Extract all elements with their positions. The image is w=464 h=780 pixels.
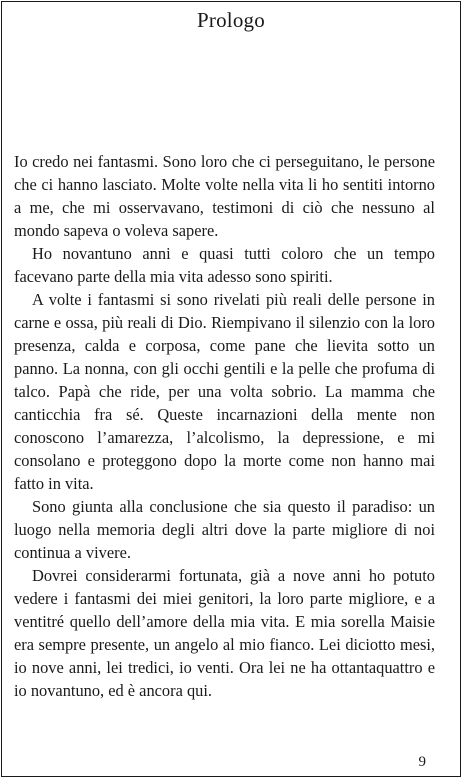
paragraph-2: Ho novantuno anni e quasi tutti coloro che un tempo facevano parte della mia vita adesso sono spiriti. — [14, 244, 435, 286]
paragraph-5: Dovrei considerarmi fortunata, già a nove anni ho potuto vedere i fantasmi dei miei genitori, la loro parte migliore, e a ventitré quello dell’amore della mia vita. E mia sorella Maisie era sempre presente, un angelo al mio fianco. Lei diciotto mesi, io nove anni, lei tredici, io venti. Ora lei ne ha ottantaquattro e io novantuno, ed è ancora qui. — [14, 566, 435, 700]
page-number: 9 — [418, 754, 426, 770]
page-frame — [1, 1, 461, 777]
paragraph-1: Io credo nei fantasmi. Sono loro che ci perseguitano, le persone che ci hanno lasciato. Molte volte nella vita li ho sentiti intorno a me, che mi osservavano, testimoni di ciò che nessuno al mondo sapeva o voleva sapere. — [14, 152, 435, 240]
body-text — [14, 150, 435, 702]
paragraph-4: Sono giunta alla conclusione che sia questo il paradiso: un luogo nella memoria degli altri dove la parte migliore di noi continua a vivere. — [14, 497, 435, 562]
chapter-title: Prologo — [197, 8, 265, 32]
paragraph-3: A volte i fantasmi si sono rivelati più reali delle persone in carne e ossa, più reali di Dio. Riempivano il silenzio con la loro presenza, calda e corposa, come pane che lievita sotto un panno. La nonna, con gli occhi gentili e la pelle che profuma di talco. Papà che ride, per una volta sobrio. La mamma che canticchia fra sé. Queste incarnazioni della mente non conoscono l’amarezza, l’alcolismo, la depressione, e mi consolano e proteggono dopo la morte come non hanno mai fatto in vita. — [14, 290, 435, 493]
